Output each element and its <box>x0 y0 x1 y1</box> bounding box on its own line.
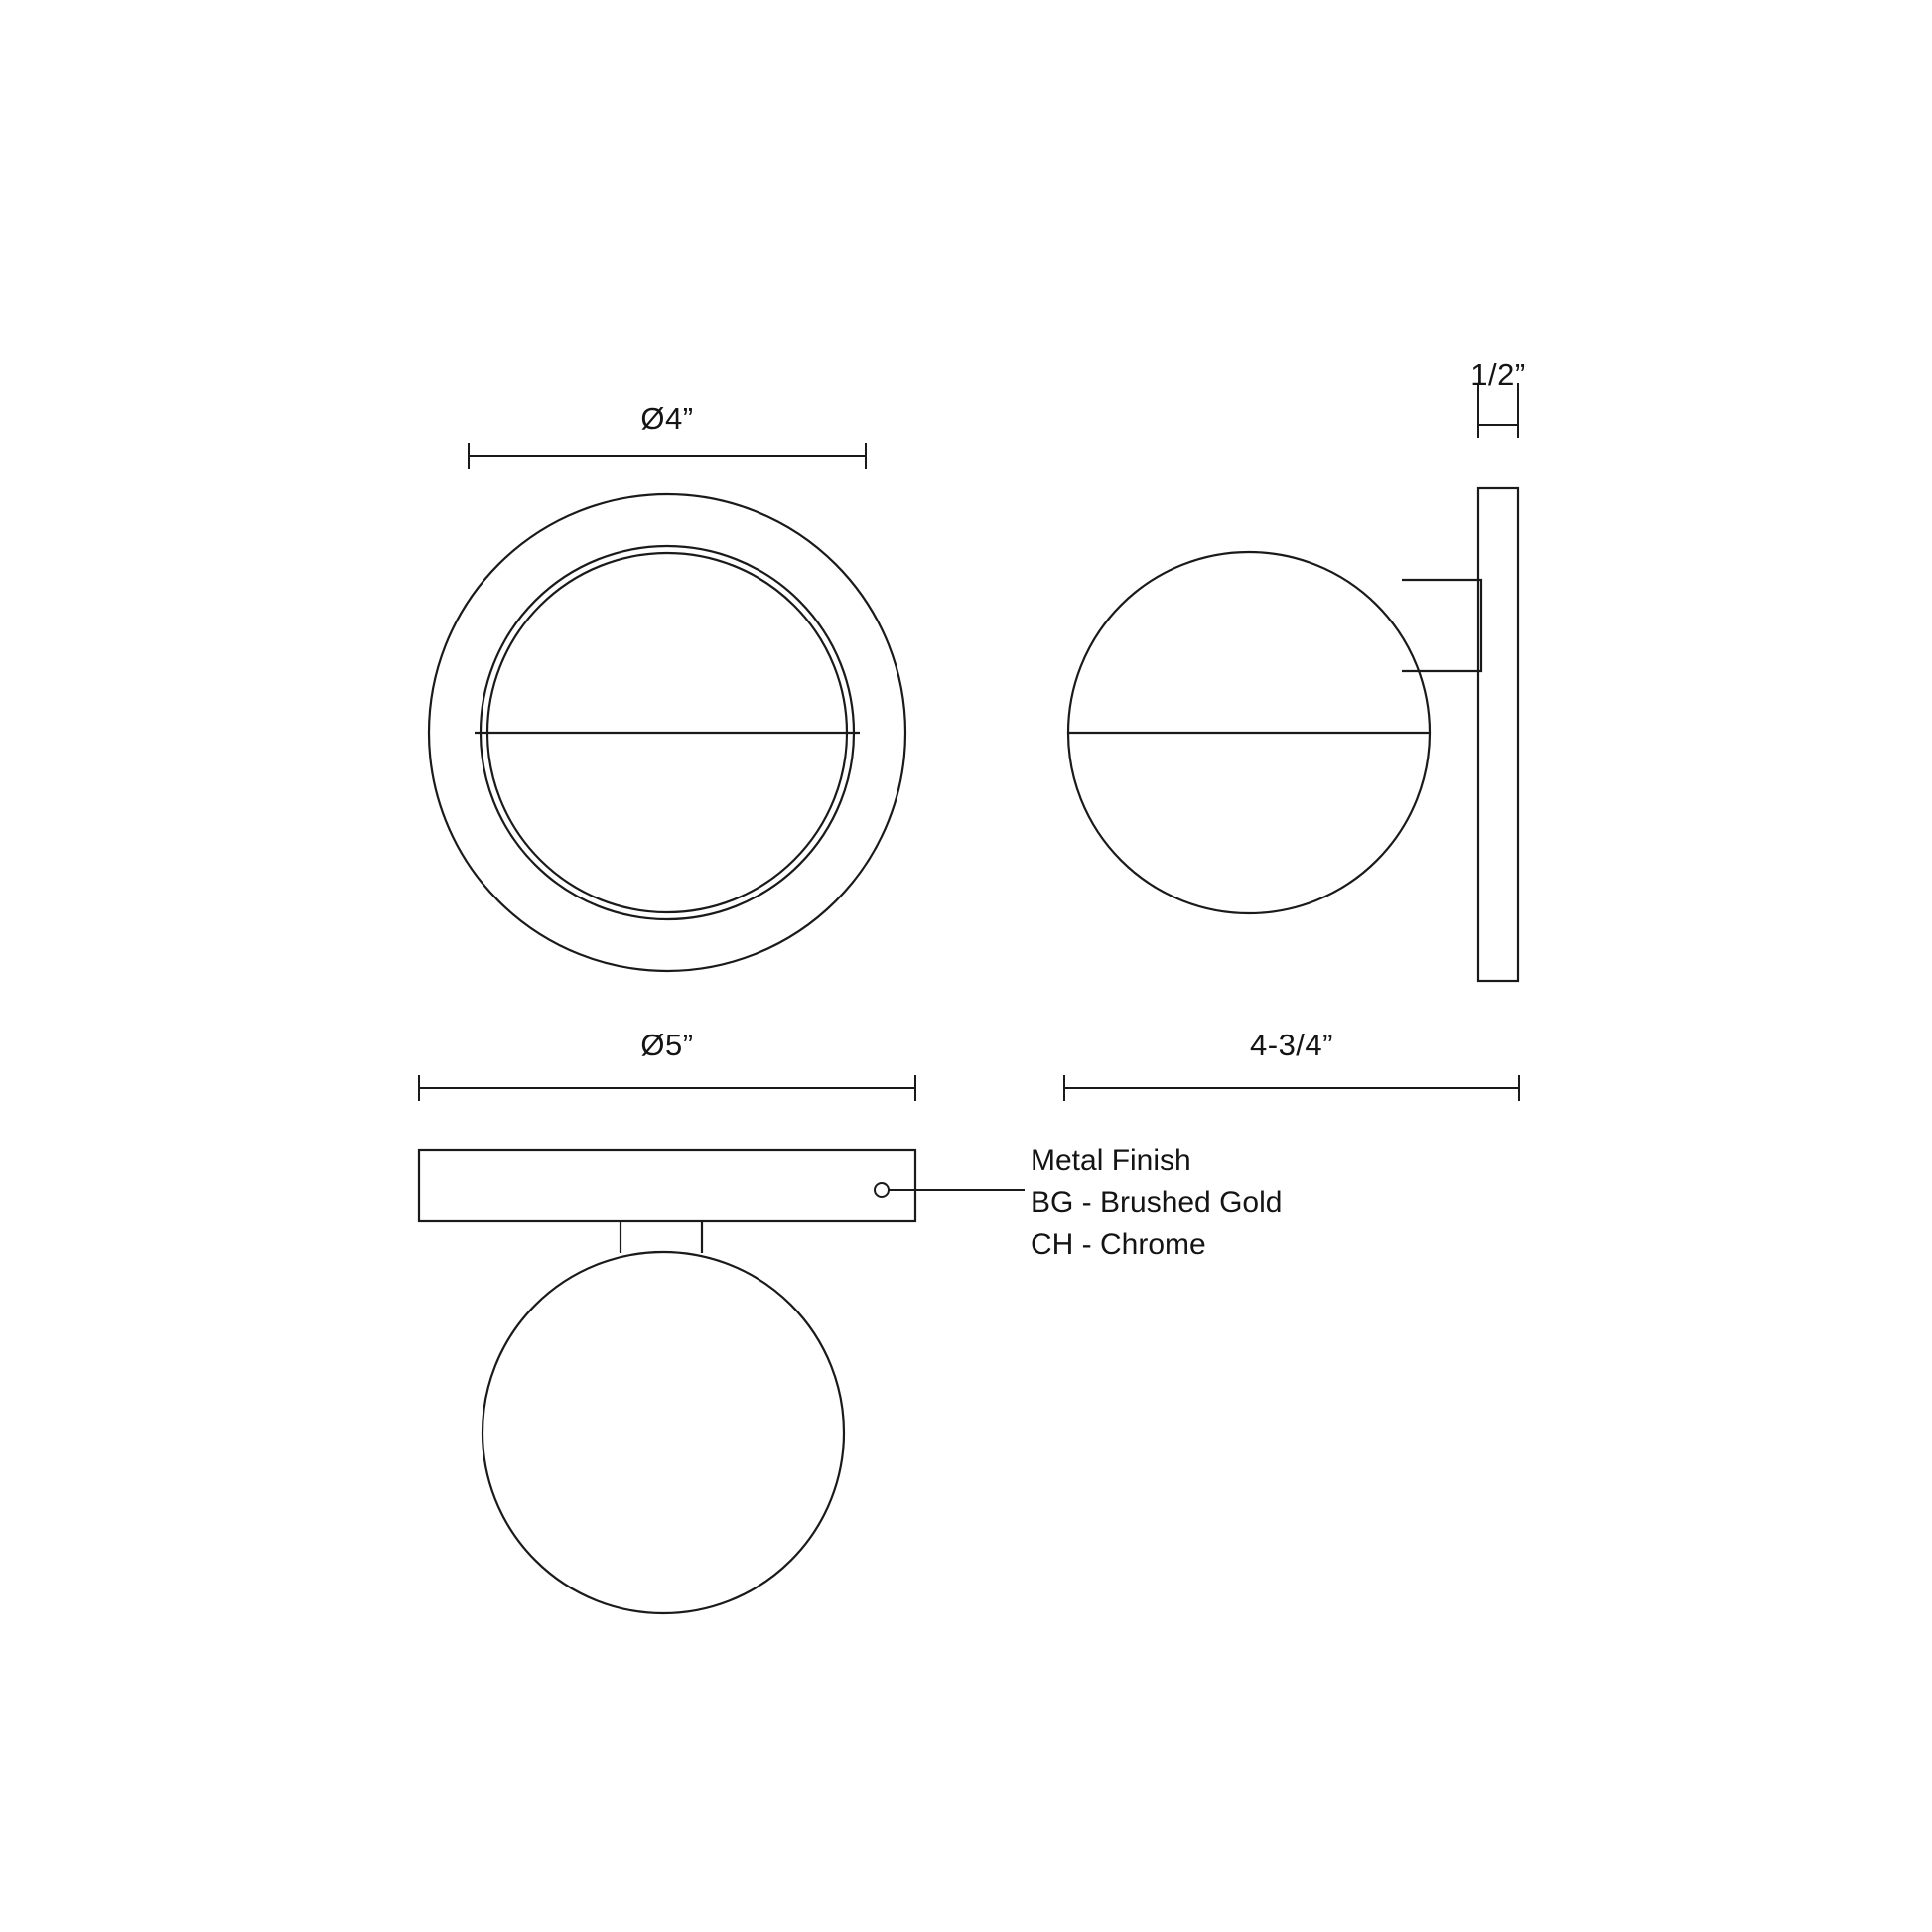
leader-origin-dot <box>875 1183 889 1197</box>
metal-finish-option-bg: BG - Brushed Gold <box>1031 1185 1283 1219</box>
front-diameter-label: Ø4” <box>640 401 694 436</box>
backplate-thickness-label: 1/2” <box>1470 357 1526 392</box>
metal-finish-note <box>1031 1140 1282 1267</box>
backplate-diameter-dimension <box>419 1075 915 1101</box>
side-backplate <box>1478 488 1518 981</box>
bottom-view-geometry <box>419 1150 915 1613</box>
side-view-geometry <box>1068 488 1518 981</box>
front-diameter-dimension <box>469 443 866 469</box>
projection-dimension <box>1064 1075 1519 1101</box>
metal-finish-option-ch: CH - Chrome <box>1031 1228 1206 1262</box>
front-view-geometry <box>429 494 905 971</box>
projection-label: 4-3/4” <box>1250 1028 1333 1062</box>
bottom-globe-circle <box>483 1252 844 1613</box>
bottom-backplate-bar <box>419 1150 915 1221</box>
finish-leader <box>875 1183 1025 1197</box>
metal-finish-heading: Metal Finish <box>1031 1144 1191 1176</box>
backplate-diameter-label: Ø5” <box>640 1028 694 1062</box>
